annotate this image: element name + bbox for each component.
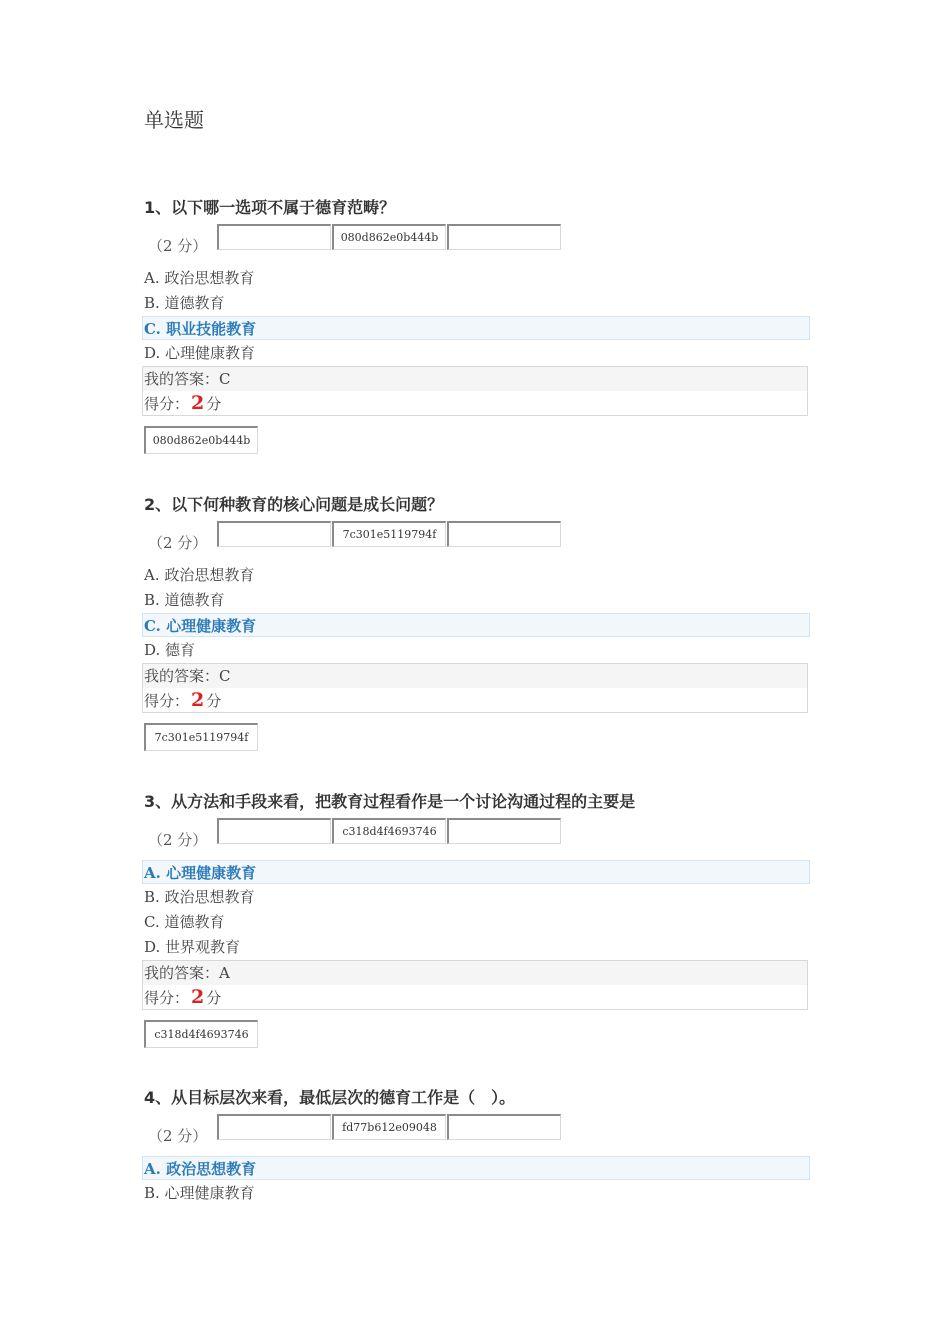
score-label: 得分：	[144, 692, 190, 710]
points-row	[144, 521, 810, 563]
section-title: 单选题	[144, 108, 204, 132]
points-label: （2 分）	[148, 534, 208, 552]
option-a[interactable]: A. 政治思想教育	[144, 566, 255, 584]
question-title: 3、从方法和手段来看，把教育过程看作是一个讨论沟通过程的主要是	[144, 792, 636, 811]
points-row	[144, 224, 810, 266]
score-value: 2	[191, 392, 205, 414]
blank-box	[447, 1114, 561, 1140]
my-answer: 我的答案：C	[143, 664, 807, 688]
score-line	[143, 391, 807, 415]
option-d[interactable]: D. 世界观教育	[144, 938, 241, 956]
score-unit: 分	[206, 692, 222, 710]
score-unit: 分	[206, 989, 222, 1007]
option-b[interactable]: B. 政治思想教育	[144, 888, 255, 906]
answer-box	[142, 366, 808, 416]
points-label: （2 分）	[148, 831, 208, 849]
question-title: 2、以下何种教育的核心问题是成长问题？	[144, 495, 444, 514]
question-code-box: fd77b612e09048	[332, 1114, 446, 1140]
question-title: 1、以下哪一选项不属于德育范畴？	[144, 198, 396, 217]
option-b[interactable]: B. 道德教育	[144, 294, 225, 312]
my-answer: 我的答案：C	[143, 367, 807, 391]
options-list	[144, 266, 810, 365]
option-b[interactable]: B. 心理健康教育	[144, 1184, 255, 1202]
option-c-correct[interactable]: C. 职业技能教育	[142, 316, 810, 340]
code-label-box: c318d4f4693746	[144, 1020, 258, 1048]
question-4	[144, 1086, 810, 1206]
question-2	[144, 493, 810, 751]
answer-box	[142, 960, 808, 1010]
score-value: 2	[191, 689, 205, 711]
score-line	[143, 985, 807, 1009]
question-3	[144, 790, 810, 1048]
score-label: 得分：	[144, 395, 190, 413]
option-c[interactable]: C. 道德教育	[144, 913, 225, 931]
option-a-correct[interactable]: A. 心理健康教育	[142, 860, 810, 884]
answer-box	[142, 663, 808, 713]
score-label: 得分：	[144, 989, 190, 1007]
points-row	[144, 818, 810, 860]
question-title: 4、从目标层次来看，最低层次的德育工作是（ ）。	[144, 1088, 516, 1107]
blank-box	[217, 1114, 331, 1140]
option-a[interactable]: A. 政治思想教育	[144, 269, 255, 287]
options-list	[144, 860, 810, 959]
question-code-box: c318d4f4693746	[332, 818, 446, 844]
score-value: 2	[191, 986, 205, 1008]
code-label-box: 7c301e5119794f	[144, 723, 258, 751]
options-list	[144, 1156, 810, 1205]
option-b[interactable]: B. 道德教育	[144, 591, 225, 609]
my-answer: 我的答案：A	[143, 961, 807, 985]
code-label-box: 080d862e0b444b	[144, 426, 258, 454]
score-unit: 分	[206, 395, 222, 413]
blank-box	[447, 224, 561, 250]
blank-box	[447, 521, 561, 547]
blank-box	[217, 521, 331, 547]
option-c-correct[interactable]: C. 心理健康教育	[142, 613, 810, 637]
blank-box	[447, 818, 561, 844]
score-line	[143, 688, 807, 712]
options-list	[144, 563, 810, 662]
points-row	[144, 1114, 810, 1156]
points-label: （2 分）	[148, 1127, 208, 1145]
question-code-box: 7c301e5119794f	[332, 521, 446, 547]
blank-box	[217, 224, 331, 250]
question-1	[144, 196, 810, 454]
points-label: （2 分）	[148, 237, 208, 255]
option-a-correct[interactable]: A. 政治思想教育	[142, 1156, 810, 1180]
option-d[interactable]: D. 德育	[144, 641, 196, 659]
question-code-box: 080d862e0b444b	[332, 224, 446, 250]
blank-box	[217, 818, 331, 844]
option-d[interactable]: D. 心理健康教育	[144, 344, 256, 362]
